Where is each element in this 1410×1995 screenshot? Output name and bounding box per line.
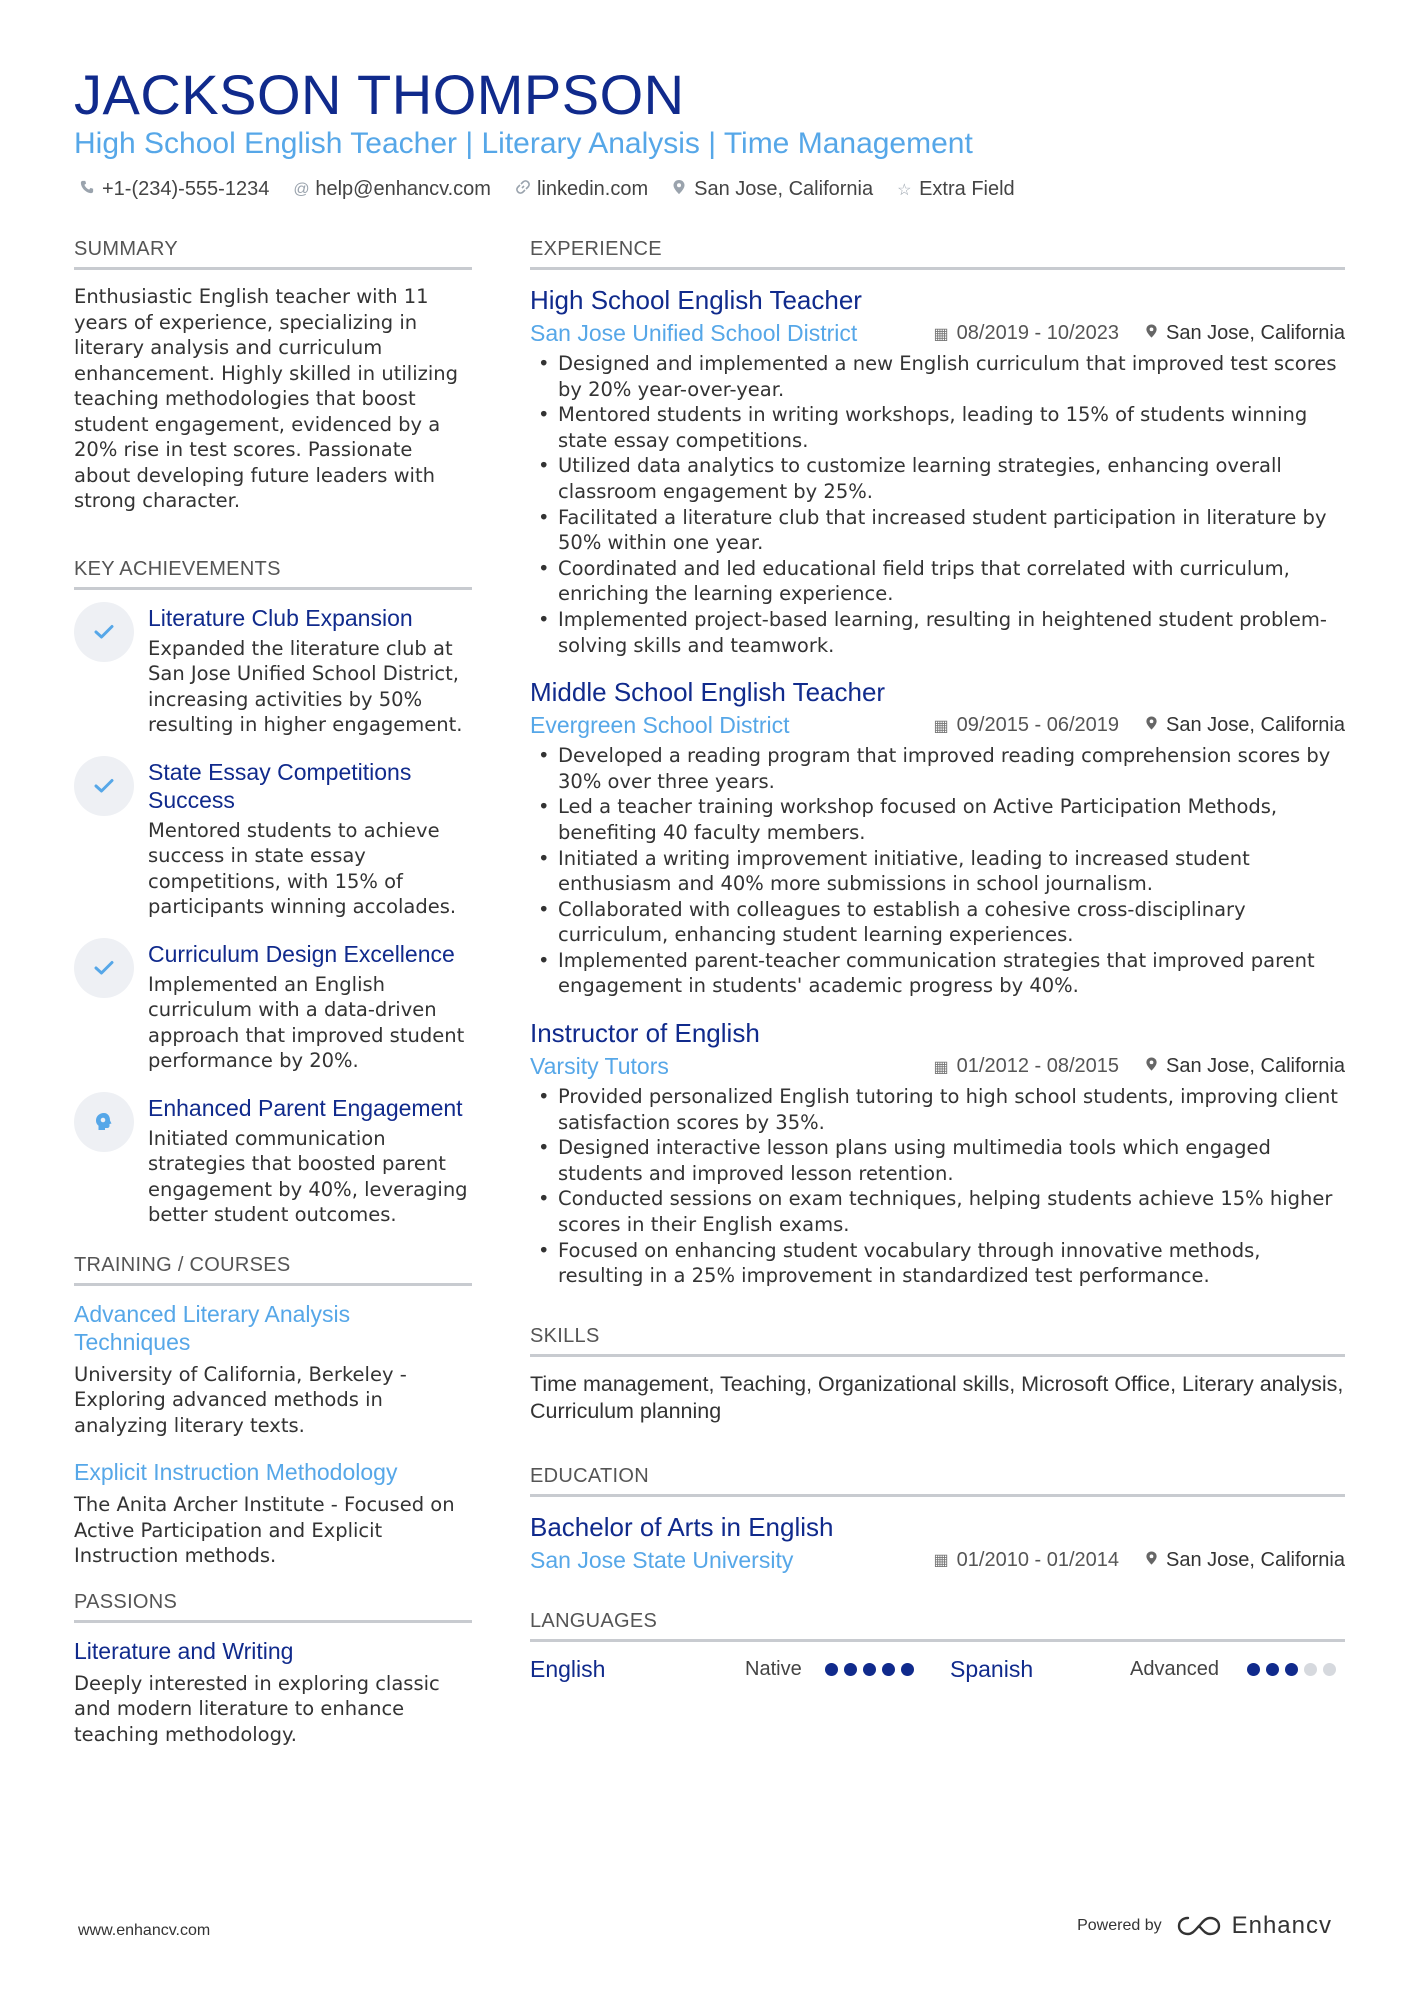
rating-dot — [844, 1663, 857, 1676]
contact-phone[interactable] — [80, 178, 269, 201]
job-bullet: • Coordinated and led educational field trips that correlated with curriculum, enriching the learning experience. — [530, 556, 1345, 607]
job-title: Instructor of English — [530, 1018, 760, 1049]
right-column — [530, 238, 1345, 1683]
achievement-item — [74, 940, 472, 1074]
location-pin-icon — [1145, 715, 1158, 736]
rating-dot — [1323, 1663, 1336, 1676]
infinity-logo-icon — [1176, 1914, 1222, 1938]
experience-heading: EXPERIENCE — [530, 238, 1345, 270]
job-location — [1145, 714, 1345, 737]
contact-extra — [897, 178, 1015, 201]
course-title: Explicit Instruction Methodology — [74, 1459, 398, 1485]
achievement-title: Literature Club Expansion — [148, 604, 413, 631]
summary-text: Enthusiastic English teacher with 11 years of experience, specializing in literary analysis and curriculum enhancement. Highly skilled in utilizing teaching methodologies that boost student engagement, evidenced by a 20% rise in test scores. Passionate about developing future leaders with strong character. — [74, 285, 459, 512]
job-bullet: • Implemented project-based learning, resulting in heightened student problem-solving skills and teamwork. — [530, 607, 1345, 658]
check-icon — [74, 756, 134, 816]
education-dates — [934, 1549, 1120, 1572]
job-bullet: • Implemented parent-teacher communication strategies that improved parent engagement in students' academic progress by 40%. — [530, 948, 1345, 999]
footer-branding — [1077, 1912, 1332, 1940]
brand-name: Enhancv — [1231, 1912, 1332, 1939]
languages-section — [530, 1610, 1345, 1683]
location-pin-icon — [1145, 1550, 1158, 1571]
rating-dot — [1304, 1663, 1317, 1676]
link-icon — [515, 179, 529, 200]
course-text: University of California, Berkeley - Exploring advanced methods in analyzing literary texts. — [74, 1362, 407, 1437]
job-entry — [530, 676, 1345, 999]
education-section — [530, 1465, 1345, 1574]
check-icon — [74, 602, 134, 662]
language-rating — [825, 1663, 914, 1676]
job-entry — [530, 1017, 1345, 1289]
job-bullets — [530, 743, 1345, 999]
location-text: San Jose, California — [694, 178, 874, 200]
check-icon — [74, 938, 134, 998]
skills-heading: SKILLS — [530, 1325, 1345, 1357]
job-location — [1145, 1055, 1345, 1078]
achievement-text: Mentored students to achieve success in state essay competitions, with 15% of participants winning accolades. — [148, 818, 457, 918]
training-section — [74, 1254, 472, 1569]
contact-linkedin[interactable] — [515, 178, 648, 201]
linkedin-text: linkedin.com — [536, 178, 649, 200]
job-dates — [934, 1055, 1120, 1078]
course-item — [74, 1300, 472, 1439]
achievement-text: Implemented an English curriculum with a data-driven approach that improved student performance by 20%. — [148, 972, 465, 1072]
education-location — [1145, 1549, 1345, 1572]
achievement-item — [74, 758, 472, 920]
job-dates-text: 01/2012 - 08/2015 — [956, 1055, 1120, 1078]
location-pin-icon — [1145, 323, 1158, 344]
skills-section — [530, 1325, 1345, 1425]
calendar-icon: ▦ — [933, 1058, 949, 1076]
languages-row — [530, 1656, 1345, 1683]
powered-by-text: Powered by — [1077, 1917, 1162, 1934]
job-location-text: San Jose, California — [1166, 1055, 1345, 1078]
job-bullets — [530, 1084, 1345, 1289]
job-meta — [530, 1053, 1345, 1080]
job-bullet: • Designed and implemented a new English curriculum that improved test scores by 20% year-over-year. — [530, 351, 1345, 402]
left-column — [74, 238, 472, 1747]
education-location-text: San Jose, California — [1166, 1548, 1345, 1571]
education-heading: EDUCATION — [530, 1465, 1345, 1497]
passions-heading: PASSIONS — [74, 1591, 472, 1623]
language-item — [950, 1656, 1345, 1683]
language-level: Advanced — [1130, 1657, 1219, 1680]
head-icon — [74, 1092, 134, 1152]
job-bullet: • Designed interactive lesson plans using multimedia tools which engaged students and improved lesson retention. — [530, 1135, 1345, 1186]
phone-text: +1-(234)-555-1234 — [102, 178, 270, 200]
contact-bar — [80, 178, 1015, 201]
achievement-item — [74, 1094, 472, 1228]
phone-icon — [80, 180, 94, 199]
language-level: Native — [745, 1657, 802, 1680]
education-dates-text: 01/2010 - 01/2014 — [956, 1548, 1120, 1571]
achievement-title: Enhanced Parent Engagement — [148, 1094, 463, 1121]
star-icon: ☆ — [897, 181, 912, 199]
languages-heading: LANGUAGES — [530, 1610, 1345, 1642]
rating-dot — [825, 1663, 838, 1676]
experience-section — [530, 238, 1345, 1289]
job-bullet: • Facilitated a literature club that increased student participation in literature by 50% within one year. — [530, 505, 1345, 556]
location-pin-icon — [1145, 1056, 1158, 1077]
rating-dot — [1247, 1663, 1260, 1676]
job-bullet: • Mentored students in writing workshops, leading to 15% of students winning state essay competitions. — [530, 402, 1345, 453]
passion-title: Literature and Writing — [74, 1637, 294, 1664]
job-location-text: San Jose, California — [1166, 322, 1345, 344]
candidate-name: JACKSON THOMPSON — [74, 63, 685, 126]
achievement-item — [74, 604, 472, 738]
job-dates-text: 09/2015 - 06/2019 — [956, 714, 1120, 737]
rating-dot — [901, 1663, 914, 1676]
achievement-text: Initiated communication strategies that boosted parent engagement by 40%, leveraging better student outcomes. — [148, 1126, 468, 1226]
job-meta — [530, 320, 1345, 347]
job-location — [1145, 322, 1345, 345]
job-bullet: • Provided personalized English tutoring to high school students, improving client satisfaction scores by 35%. — [530, 1084, 1345, 1135]
course-text: The Anita Archer Institute - Focused on Active Participation and Explicit Instruction methods. — [74, 1493, 455, 1567]
passion-item — [74, 1637, 472, 1748]
calendar-icon: ▦ — [933, 717, 949, 735]
job-title: Middle School English Teacher — [530, 677, 886, 708]
contact-email[interactable] — [293, 178, 491, 201]
training-heading: TRAINING / COURSES — [74, 1254, 472, 1286]
achievement-text: Expanded the literature club at San Jose Unified School District, increasing activities by 50% resulting in higher engagement. — [148, 636, 463, 736]
job-bullet: • Utilized data analytics to customize learning strategies, enhancing overall classroom engagement by 25%. — [530, 453, 1345, 504]
job-meta — [530, 712, 1345, 739]
achievement-title: State Essay Competitions Success — [148, 758, 412, 813]
course-item — [74, 1458, 472, 1569]
education-school: San Jose State University — [530, 1546, 794, 1573]
email-text: help@enhancv.com — [315, 178, 491, 200]
job-entry — [530, 284, 1345, 658]
achievement-title: Curriculum Design Excellence — [148, 940, 455, 967]
at-icon: @ — [293, 180, 310, 198]
footer-website[interactable]: www.enhancv.com — [78, 1922, 211, 1939]
job-bullet: • Initiated a writing improvement initiative, leading to increased student enthusiasm and 40% more submissions in school journalism. — [530, 846, 1345, 897]
calendar-icon: ▦ — [933, 325, 949, 343]
job-title: High School English Teacher — [530, 285, 862, 315]
job-company: Evergreen School District — [530, 712, 790, 739]
job-bullet: • Conducted sessions on exam techniques, helping students achieve 15% higher scores in their English exams. — [530, 1186, 1345, 1237]
rating-dot — [1266, 1663, 1279, 1676]
candidate-headline: High School English Teacher | Literary Analysis | Time Management — [74, 127, 973, 160]
enhancv-logo[interactable] — [1176, 1912, 1332, 1940]
job-location-text: San Jose, California — [1166, 714, 1345, 737]
language-name: Spanish — [950, 1655, 1034, 1682]
job-bullet: • Led a teacher training workshop focused on Active Participation Methods, benefiting 40 faculty members. — [530, 794, 1345, 845]
job-bullet: • Developed a reading program that improved reading comprehension scores by 30% over three years. — [530, 743, 1345, 794]
job-company: Varsity Tutors — [530, 1053, 669, 1080]
job-company: San Jose Unified School District — [530, 320, 858, 346]
job-dates — [934, 714, 1120, 737]
language-rating — [1247, 1663, 1336, 1676]
summary-section — [74, 238, 472, 514]
skills-text: Time management, Teaching, Organizational skills, Microsoft Office, Literary analysis, Curriculum planning — [530, 1371, 1344, 1423]
language-item — [530, 1656, 950, 1683]
summary-heading: SUMMARY — [74, 238, 472, 270]
job-bullets — [530, 351, 1345, 658]
rating-dot — [882, 1663, 895, 1676]
education-meta — [530, 1547, 1345, 1574]
job-dates — [934, 322, 1120, 345]
location-pin-icon — [672, 179, 686, 200]
contact-location — [672, 178, 873, 201]
course-title: Advanced Literary Analysis Techniques — [74, 1300, 351, 1355]
passion-text: Deeply interested in exploring classic and modern literature to enhance teaching methodology. — [74, 1671, 440, 1746]
achievements-section — [74, 558, 472, 1228]
job-bullet: • Collaborated with colleagues to establish a cohesive cross-disciplinary curriculum, enhancing student learning experiences. — [530, 897, 1345, 948]
achievements-heading: KEY ACHIEVEMENTS — [74, 558, 472, 590]
language-name: English — [530, 1655, 606, 1682]
rating-dot — [1285, 1663, 1298, 1676]
passions-section — [74, 1591, 472, 1748]
rating-dot — [863, 1663, 876, 1676]
calendar-icon: ▦ — [933, 1552, 949, 1570]
job-dates-text: 08/2019 - 10/2023 — [956, 322, 1120, 344]
extra-text: Extra Field — [919, 178, 1015, 200]
education-degree: Bachelor of Arts in English — [530, 1511, 834, 1542]
job-bullet: • Focused on enhancing student vocabulary through innovative methods, resulting in a 25% improvement in standardized test performance. — [530, 1238, 1345, 1289]
